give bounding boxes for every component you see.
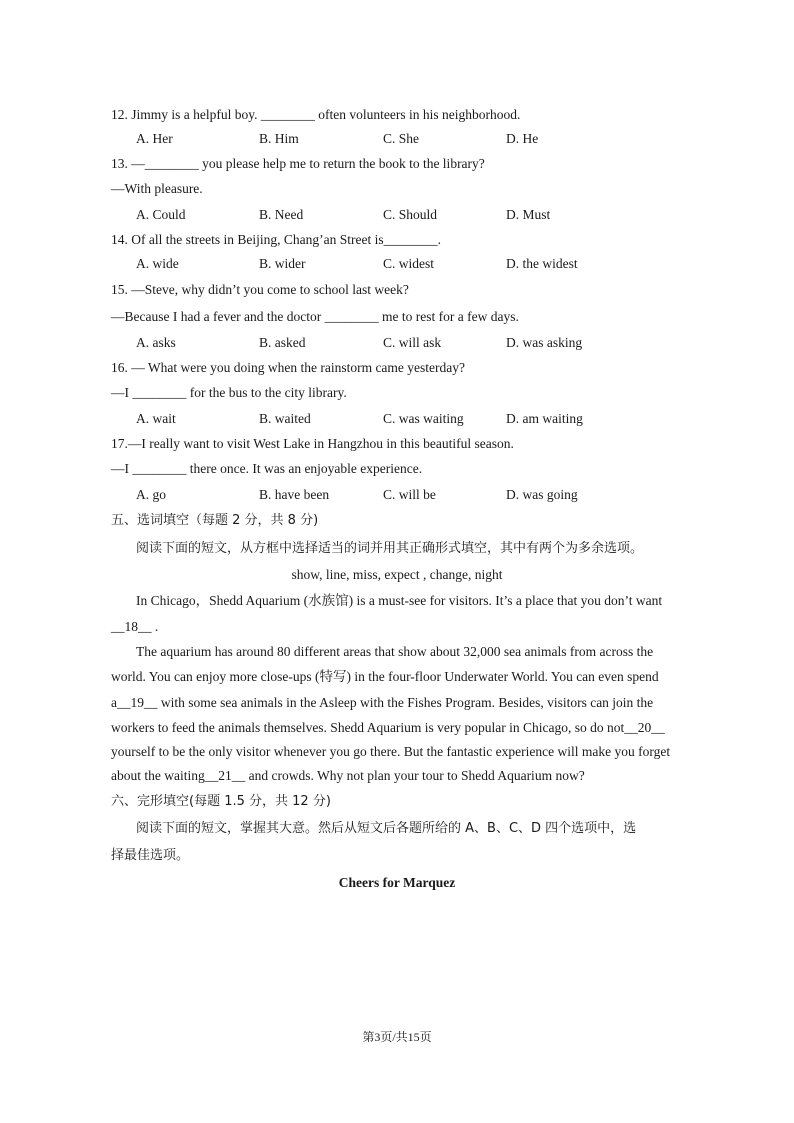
passage-line: about the waiting__21__ and crowds. Why not plan your tour to Shedd Aquarium now?: [111, 768, 585, 783]
section-6-heading: 六、完形填空(每题 1.5 分，共 12 分): [111, 794, 331, 809]
question-17-option-b: B. have been: [259, 487, 330, 502]
question-17-option-c: C. will be: [383, 487, 436, 502]
section-6-instruction: 阅读下面的短文，掌握其大意。然后从短文后各题所给的 A、B、C、D 四个选项中，选: [136, 821, 637, 836]
question-15-reply: —Because I had a fever and the doctor ________ me to rest for a few days.: [111, 309, 519, 324]
question-12-stem: 12. Jimmy is a helpful boy. ________ often volunteers in his neighborhood.: [111, 107, 521, 122]
passage-line: workers to feed the animals themselves. Shedd Aquarium is very popular in Chicago, so do not__20__: [111, 720, 665, 735]
question-16-reply: —I ________ for the bus to the city library.: [111, 385, 347, 400]
section-5-heading: 五、选词填空（每题 2 分，共 8 分): [111, 513, 319, 528]
section-5-instruction: 阅读下面的短文，从方框中选择适当的词并用其正确形式填空，其中有两个为多余选项。: [136, 541, 644, 556]
question-15-option-d: D. was asking: [506, 335, 583, 350]
passage-title: Cheers for Marquez: [338, 875, 456, 890]
question-16-option-d: D. am waiting: [506, 411, 583, 426]
passage-line: yourself to be the only visitor whenever you go there. But the fantastic experience will make you forget: [111, 744, 671, 759]
passage-line: In Chicago，Shedd Aquarium (水族馆) is a must-see for visitors. It’s a place that you don’t want: [136, 593, 663, 608]
question-15-option-c: C. will ask: [383, 335, 442, 350]
question-14-option-d: D. the widest: [506, 256, 578, 271]
question-14-option-b: B. wider: [259, 256, 306, 271]
question-17-option-a: A. go: [136, 487, 166, 502]
page-number: 第3页/共15页: [362, 1030, 432, 1044]
question-17-reply: —I ________ there once. It was an enjoyable experience.: [111, 461, 423, 476]
question-13-stem: 13. —________ you please help me to return the book to the library?: [111, 156, 485, 171]
question-13-option-b: B. Need: [259, 207, 304, 222]
passage-line: a__19__ with some sea animals in the Asleep with the Fishes Program. Besides, visitors can join the: [111, 695, 654, 710]
question-17-stem: 17.—I really want to visit West Lake in Hangzhou in this beautiful season.: [111, 436, 514, 451]
section-6-instruction-cont: 择最佳选项。: [111, 848, 190, 863]
question-15-option-b: B. asked: [259, 335, 306, 350]
passage-line: __18__ .: [111, 619, 159, 634]
question-12-option-a: A. Her: [136, 131, 173, 146]
word-bank: show, line, miss, expect , change, night: [291, 567, 503, 582]
question-14-stem: 14. Of all the streets in Beijing, Chang’an Street is________.: [111, 232, 441, 247]
question-15-stem: 15. —Steve, why didn’t you come to school last week?: [111, 282, 409, 297]
passage-line: The aquarium has around 80 different areas that show about 32,000 sea animals from across the: [136, 644, 654, 659]
question-13-reply: —With pleasure.: [111, 181, 203, 196]
question-16-stem: 16. — What were you doing when the rainstorm came yesterday?: [111, 360, 466, 375]
question-12-option-d: D. He: [506, 131, 539, 146]
question-17-option-d: D. was going: [506, 487, 578, 502]
passage-line: world. You can enjoy more close-ups (特写) in the four-floor Underwater World. You can even spend: [111, 669, 659, 684]
question-15-option-a: A. asks: [136, 335, 176, 350]
question-14-option-a: A. wide: [136, 256, 179, 271]
question-16-option-a: A. wait: [136, 411, 176, 426]
question-14-option-c: C. widest: [383, 256, 435, 271]
question-13-option-c: C. Should: [383, 207, 438, 222]
question-13-option-d: D. Must: [506, 207, 551, 222]
question-13-option-a: A. Could: [136, 207, 186, 222]
question-12-option-b: B. Him: [259, 131, 299, 146]
question-12-option-c: C. She: [383, 131, 420, 146]
question-16-option-b: B. waited: [259, 411, 311, 426]
question-16-option-c: C. was waiting: [383, 411, 464, 426]
